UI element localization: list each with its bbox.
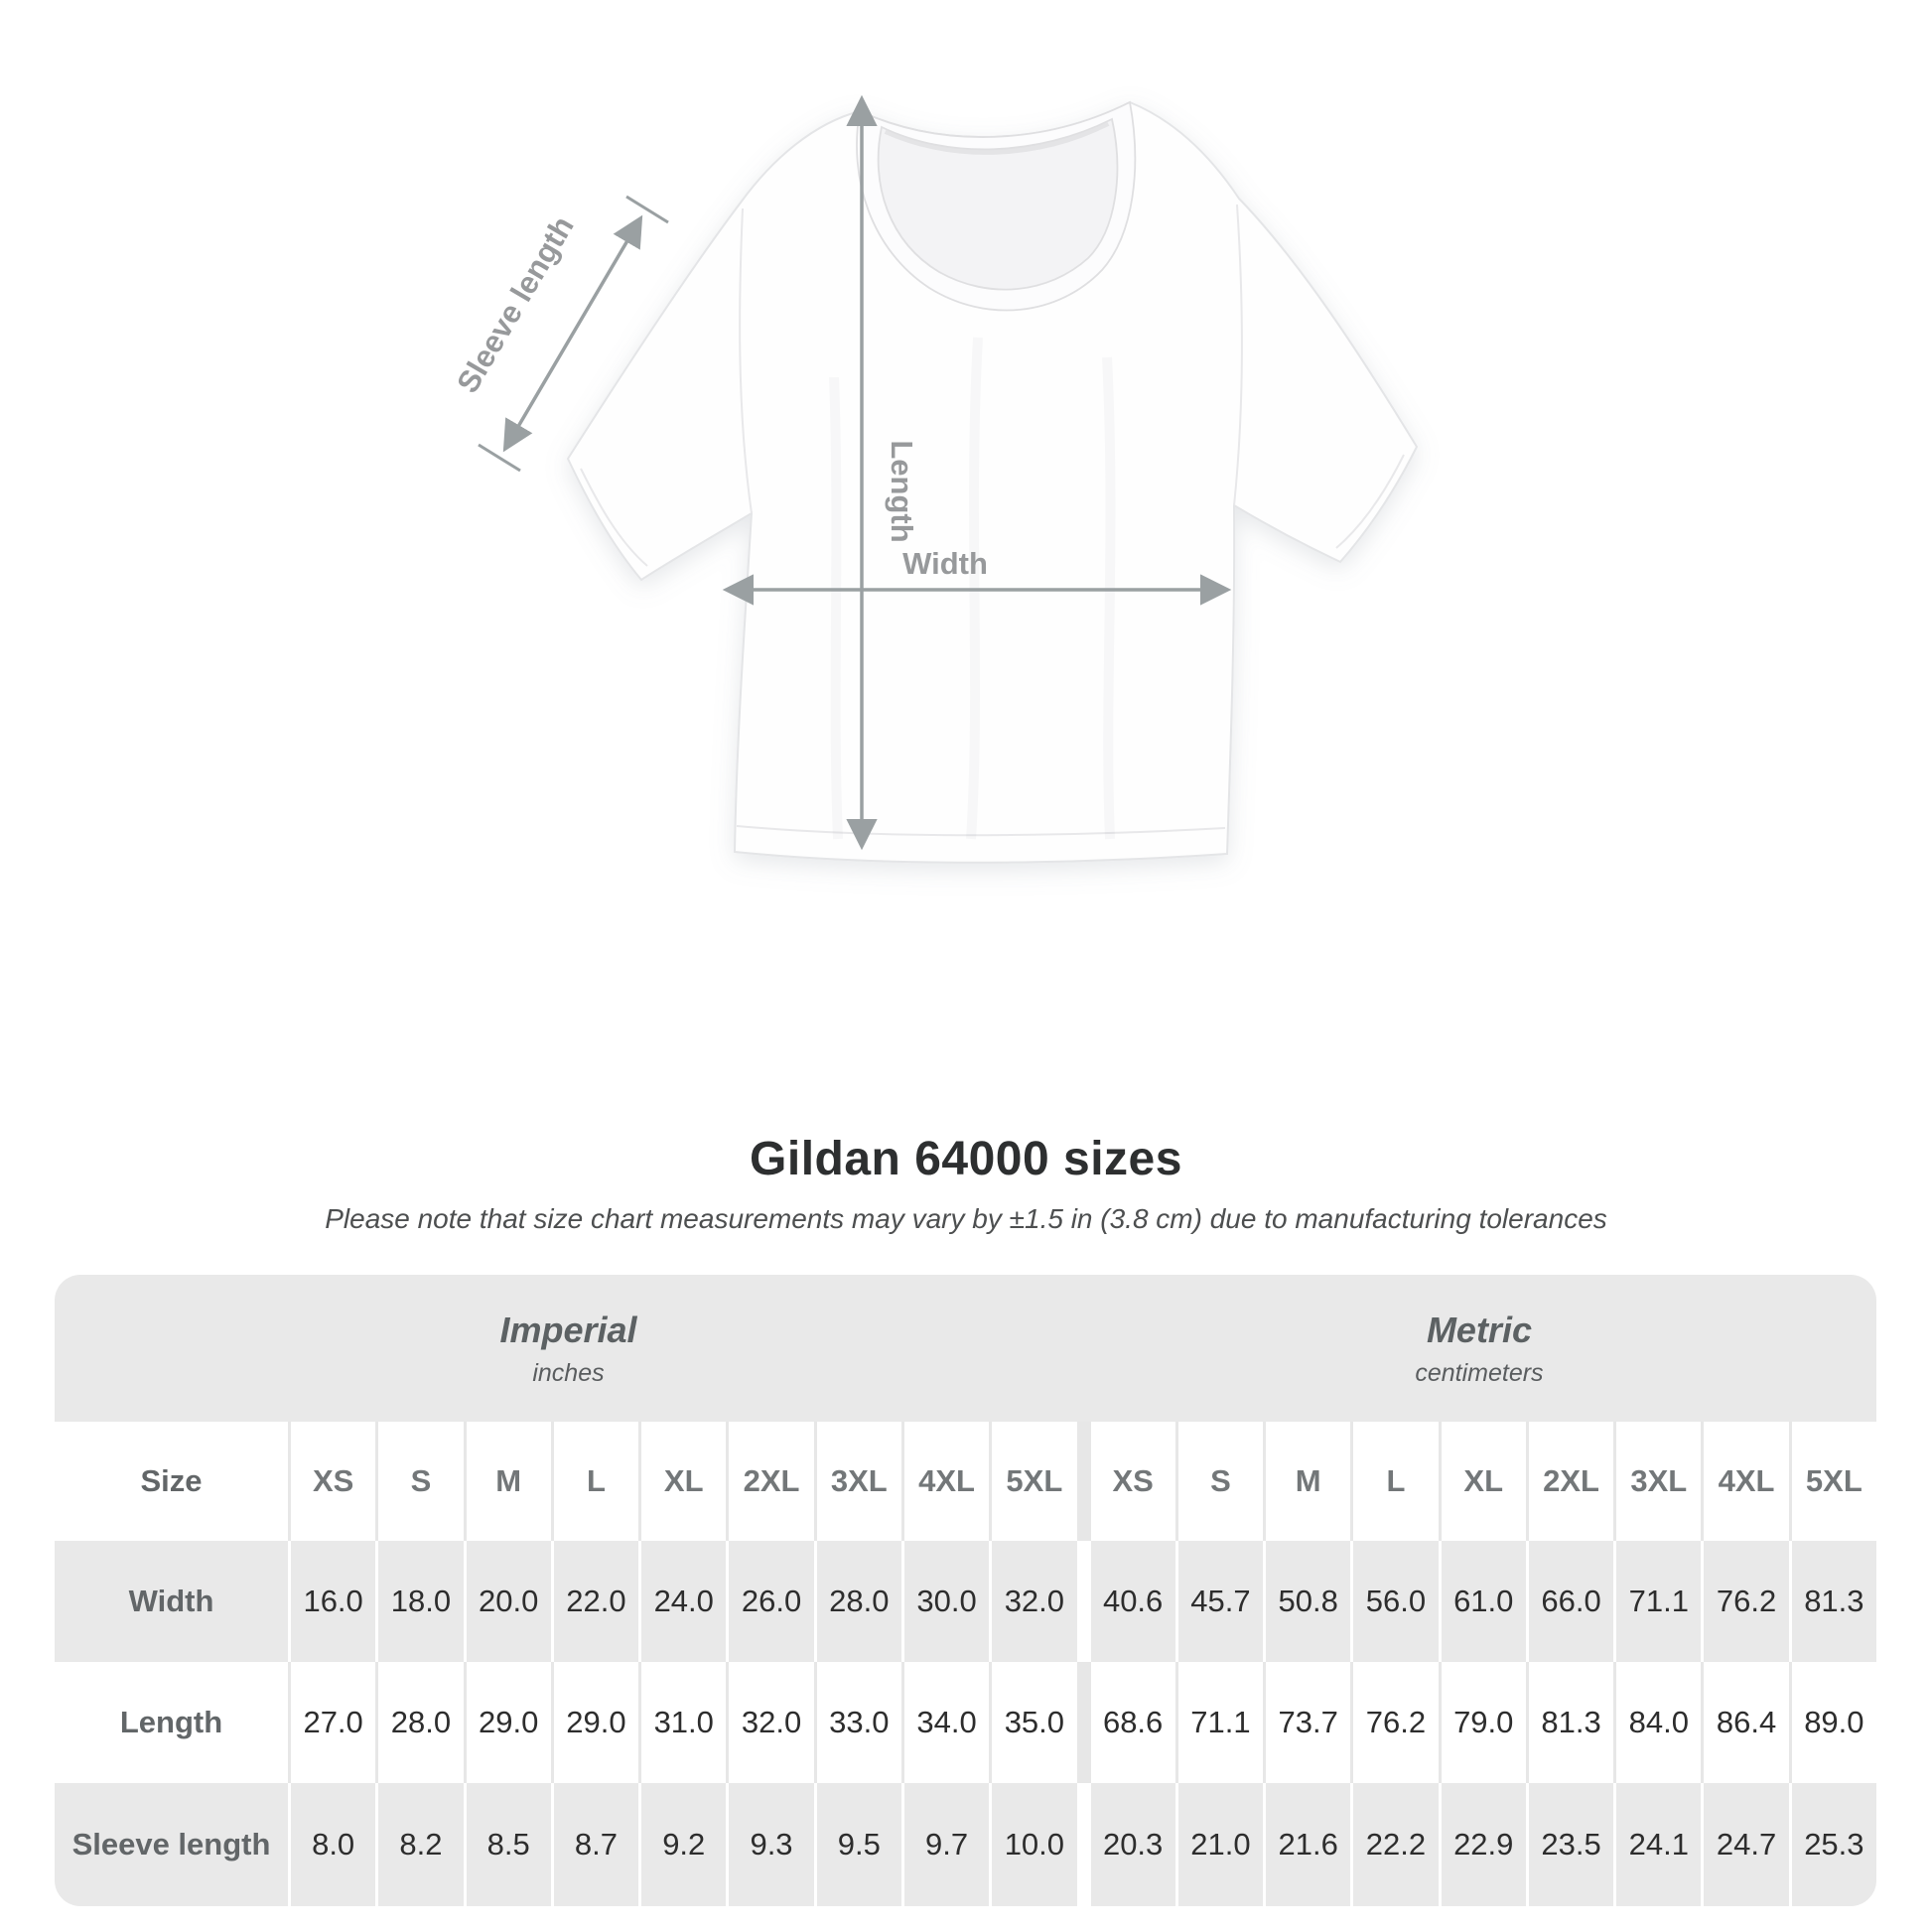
value-cell-metric: 61.0	[1439, 1541, 1526, 1662]
size-header-cell-imperial: S	[375, 1422, 463, 1541]
section-divider	[1077, 1422, 1088, 1541]
units-header-band	[55, 1275, 1876, 1422]
section-divider	[1077, 1662, 1088, 1783]
size-header-cell-imperial: 5XL	[989, 1422, 1076, 1541]
size-header-cell-imperial: 2XL	[726, 1422, 813, 1541]
section-divider	[1077, 1783, 1088, 1906]
size-header-cell-metric: L	[1350, 1422, 1438, 1541]
table-row-length	[55, 1662, 1876, 1783]
value-cell-metric: 71.1	[1613, 1541, 1701, 1662]
value-cell-imperial: 27.0	[288, 1662, 375, 1783]
size-header-cell-metric: S	[1175, 1422, 1263, 1541]
size-header-cell-imperial: XL	[638, 1422, 726, 1541]
value-cell-imperial: 22.0	[551, 1541, 638, 1662]
value-cell-imperial: 8.7	[551, 1783, 638, 1906]
value-cell-imperial: 9.5	[814, 1783, 901, 1906]
value-cell-metric: 81.3	[1789, 1541, 1876, 1662]
value-cell-imperial: 18.0	[375, 1541, 463, 1662]
value-cell-metric: 71.1	[1175, 1662, 1263, 1783]
value-cell-metric: 22.2	[1350, 1783, 1438, 1906]
value-cell-imperial: 8.5	[464, 1783, 551, 1906]
size-header-cell-imperial: XS	[288, 1422, 375, 1541]
size-header-cell-metric: M	[1263, 1422, 1350, 1541]
value-cell-imperial: 10.0	[989, 1783, 1076, 1906]
sleeve-arrow-cap-bottom	[479, 445, 520, 471]
value-cell-imperial: 31.0	[638, 1662, 726, 1783]
value-cell-metric: 66.0	[1526, 1541, 1613, 1662]
value-cell-imperial: 9.3	[726, 1783, 813, 1906]
value-cell-metric: 79.0	[1439, 1662, 1526, 1783]
table-row-sleeve-length	[55, 1783, 1876, 1906]
width-label: Width	[902, 546, 988, 581]
value-cell-imperial: 29.0	[551, 1662, 638, 1783]
row-label-cell: Width	[128, 1584, 214, 1618]
value-cell-imperial: 24.0	[638, 1541, 726, 1662]
value-cell-imperial: 34.0	[901, 1662, 989, 1783]
value-cell-metric: 40.6	[1088, 1541, 1175, 1662]
length-label: Length	[885, 440, 919, 543]
value-cell-imperial: 9.7	[901, 1783, 989, 1906]
value-cell-imperial: 35.0	[989, 1662, 1076, 1783]
value-cell-imperial: 29.0	[464, 1662, 551, 1783]
size-header-cell-imperial: L	[551, 1422, 638, 1541]
size-header-cell-imperial: 3XL	[814, 1422, 901, 1541]
metric-unit: centimeters	[1415, 1358, 1544, 1387]
row-label-cell: Length	[119, 1705, 223, 1739]
value-cell-metric: 24.1	[1613, 1783, 1701, 1906]
value-cell-metric: 56.0	[1350, 1541, 1438, 1662]
value-cell-metric: 86.4	[1701, 1662, 1788, 1783]
value-cell-metric: 68.6	[1088, 1662, 1175, 1783]
row-label-cell: Sleeve length	[71, 1827, 271, 1862]
page-title: Gildan 64000 sizes	[750, 1133, 1182, 1185]
value-cell-metric: 25.3	[1789, 1783, 1876, 1906]
value-cell-metric: 22.9	[1439, 1783, 1526, 1906]
section-divider	[1077, 1541, 1088, 1662]
size-corner-label: Size	[140, 1463, 203, 1498]
size-header-cell-metric: XS	[1088, 1422, 1175, 1541]
value-cell-metric: 76.2	[1701, 1541, 1788, 1662]
size-header-cell-metric: 4XL	[1701, 1422, 1788, 1541]
value-cell-imperial: 28.0	[814, 1541, 901, 1662]
page-subtitle: Please note that size chart measurements may vary by ±1.5 in (3.8 cm) due to manufacturing tolerances	[325, 1203, 1607, 1234]
tshirt-illustration	[568, 102, 1417, 863]
value-cell-imperial: 26.0	[726, 1541, 813, 1662]
size-header-cell-metric: 2XL	[1526, 1422, 1613, 1541]
value-cell-imperial: 30.0	[901, 1541, 989, 1662]
value-cell-imperial: 28.0	[375, 1662, 463, 1783]
value-cell-imperial: 8.2	[375, 1783, 463, 1906]
value-cell-imperial: 8.0	[288, 1783, 375, 1906]
size-table	[55, 1275, 1876, 1906]
table-size-row	[55, 1422, 1876, 1541]
value-cell-metric: 50.8	[1263, 1541, 1350, 1662]
imperial-unit: inches	[532, 1358, 605, 1387]
imperial-units-header	[55, 1275, 1082, 1422]
value-cell-metric: 89.0	[1789, 1662, 1876, 1783]
value-cell-metric: 84.0	[1613, 1662, 1701, 1783]
value-cell-metric: 23.5	[1526, 1783, 1613, 1906]
size-header-cell-metric: XL	[1439, 1422, 1526, 1541]
value-cell-imperial: 20.0	[464, 1541, 551, 1662]
value-cell-imperial: 16.0	[288, 1541, 375, 1662]
value-cell-imperial: 32.0	[726, 1662, 813, 1783]
metric-label: Metric	[1426, 1309, 1532, 1350]
size-header-cell-metric: 3XL	[1613, 1422, 1701, 1541]
value-cell-metric: 20.3	[1088, 1783, 1175, 1906]
value-cell-metric: 45.7	[1175, 1541, 1263, 1662]
value-cell-metric: 21.0	[1175, 1783, 1263, 1906]
value-cell-imperial: 9.2	[638, 1783, 726, 1906]
value-cell-imperial: 33.0	[814, 1662, 901, 1783]
value-cell-metric: 76.2	[1350, 1662, 1438, 1783]
size-header-cell-metric: 5XL	[1789, 1422, 1876, 1541]
value-cell-imperial: 32.0	[989, 1541, 1076, 1662]
size-header-cell-imperial: M	[464, 1422, 551, 1541]
table-row-width	[55, 1541, 1876, 1662]
value-cell-metric: 73.7	[1263, 1662, 1350, 1783]
size-header-cell-imperial: 4XL	[901, 1422, 989, 1541]
value-cell-metric: 81.3	[1526, 1662, 1613, 1783]
metric-units-header	[1082, 1275, 1876, 1422]
imperial-label: Imperial	[499, 1309, 637, 1350]
value-cell-metric: 24.7	[1701, 1783, 1788, 1906]
value-cell-metric: 21.6	[1263, 1783, 1350, 1906]
sleeve-arrow-cap-top	[626, 197, 668, 222]
sleeve-length-label: Sleeve length	[450, 209, 581, 399]
